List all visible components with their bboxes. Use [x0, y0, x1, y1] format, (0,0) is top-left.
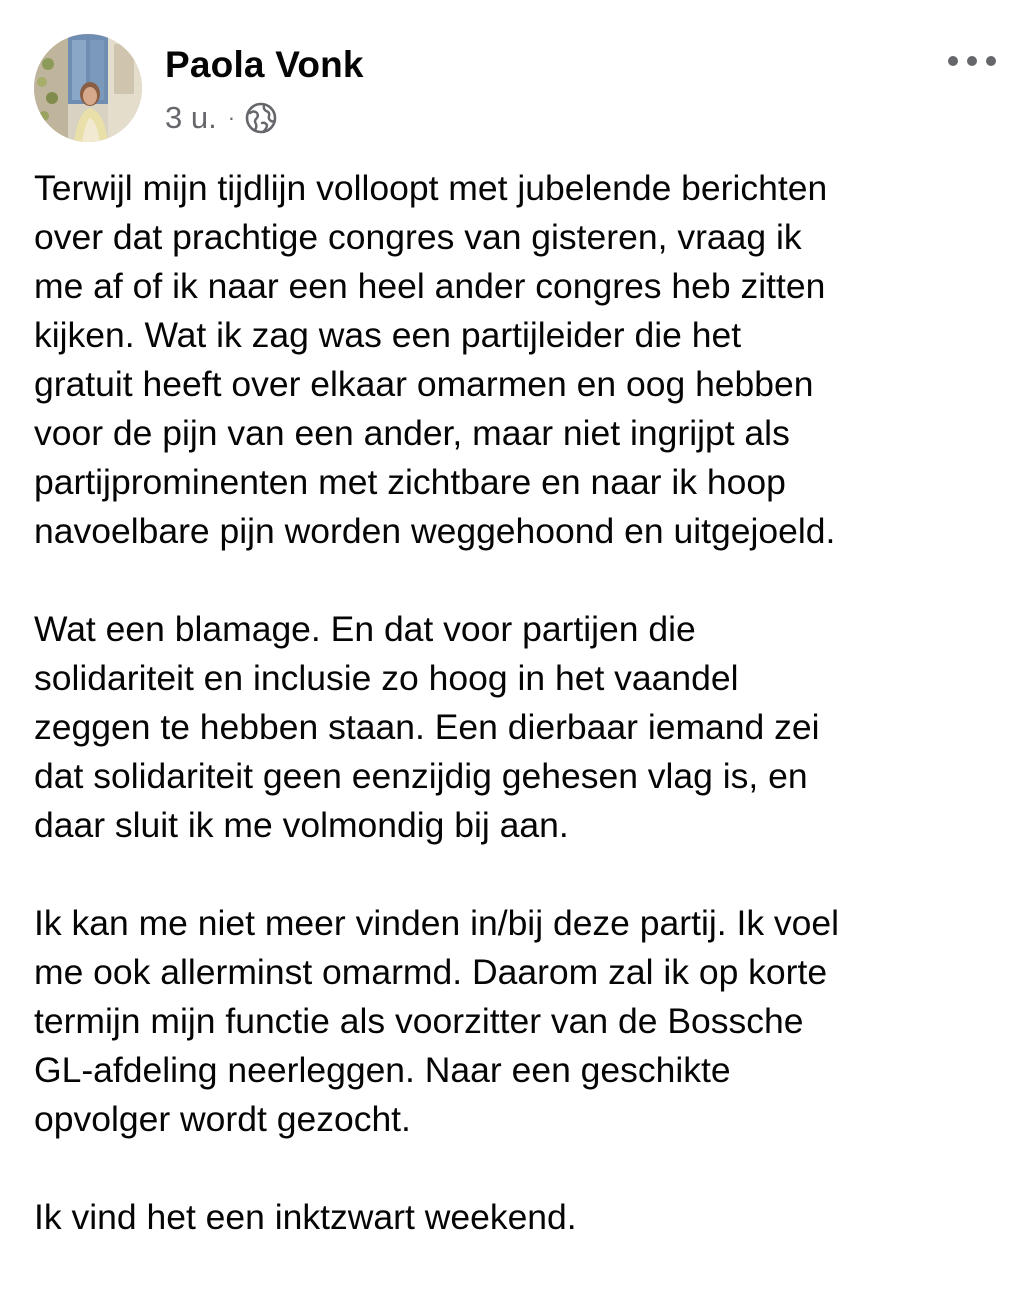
globe-icon[interactable] [244, 101, 278, 135]
author-avatar[interactable] [34, 34, 142, 142]
more-dot [967, 56, 977, 66]
author-name[interactable]: Paola Vonk [165, 44, 364, 85]
post-paragraph: Wat een blamage. En dat voor partijen die solidariteit en inclusie zo hoog in het vaandel zeggen te hebben staan. Een dierbaar iemand zei dat solidariteit geen eenzijdig gehesen vlag is, en daar sluit ik me volmondig bij aan. [34, 609, 820, 845]
post-header [34, 34, 996, 146]
post-meta [165, 98, 278, 138]
post-paragraph: Ik kan me niet meer vinden in/bij deze partij. Ik voel me ook allerminst omarmd. Daarom zal ik op korte termijn mijn functie als voorzitter van de Bossche GL-afdeling neerleggen. Naar een geschikte opvolger wordt gezocht. [34, 903, 840, 1139]
post-body [34, 164, 1009, 1291]
meta-separator: · [227, 105, 236, 130]
more-dot [986, 56, 996, 66]
post-timestamp[interactable]: 3 u. [165, 100, 217, 135]
more-options-button[interactable] [948, 50, 996, 72]
profile-photo [34, 34, 142, 142]
post-paragraph: Ik vind het een inktzwart weekend. [34, 1197, 577, 1237]
post-paragraph: Terwijl mijn tijdlijn volloopt met jubelende berichten over dat prachtige congres van gisteren, vraag ik me af of ik naar een heel ander congres heb zitten kijken. Wat ik zag was een partijleider die het gratuit heeft over elkaar omarmen en oog hebben voor de pijn van een ander, maar niet ingrijpt als partijprominenten met zichtbare en naar ik hoop navoelbare pijn worden weggehoond en uitgejoeld. [34, 168, 836, 551]
more-horizontal-icon [948, 56, 958, 66]
